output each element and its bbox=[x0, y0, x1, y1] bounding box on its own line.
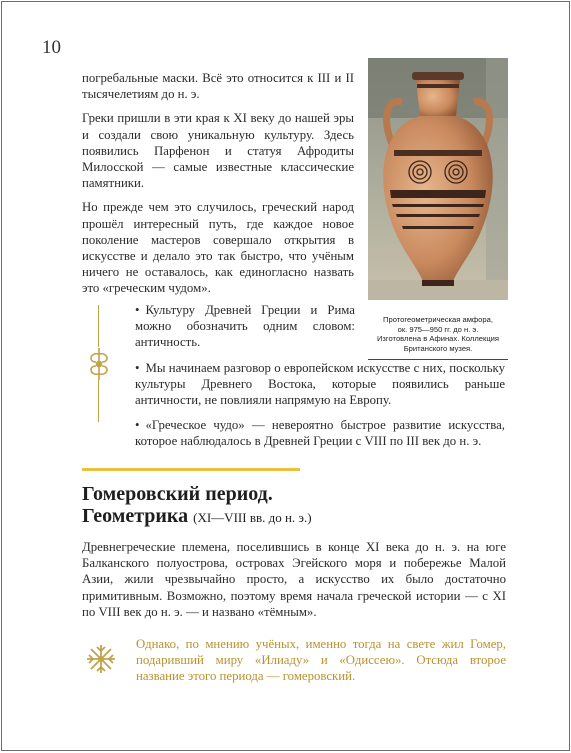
caption-line: Изготовлена в Афинах. Коллекция bbox=[376, 334, 500, 344]
caption-line: Британского музея. bbox=[403, 343, 473, 353]
ornament-line bbox=[98, 380, 99, 422]
ornament-line bbox=[98, 305, 99, 347]
caption-line: Протогеометрическая амфора, bbox=[383, 315, 493, 324]
amphora-illustration bbox=[368, 58, 508, 300]
bullet-text: «Греческое чудо» — невероятно быстрое развитие искусства, которое наблюдалось в Древней Греции с VIII по III век до н. э. bbox=[135, 418, 505, 449]
section-title-line2 bbox=[82, 505, 512, 529]
section-title-dates: (XI—VIII вв. до н. э.) bbox=[193, 510, 312, 525]
intro-column bbox=[82, 70, 354, 305]
list-item: • Культуру Древней Греции и Рима можно обозначить одним словом: античность. bbox=[135, 303, 355, 350]
book-page bbox=[1, 1, 570, 751]
page-number: 10 bbox=[42, 37, 61, 58]
highlight-quote: Однако, по мнению учёных, именно тогда на свете жил Гомер, подаривший миру «Илиаду» и «Одиссею». Отсюда второе название этого периода — гомеровский. bbox=[136, 637, 506, 684]
paragraph: погребальные маски. Всё это относится к III и II тысячелетиям до н. э. bbox=[82, 71, 354, 102]
bullet-text: Мы начинаем разговор о европейском искусстве с них, поскольку культуры Древнего Востока, которые появились раньше античности, не повлияли напрямую на Европу. bbox=[135, 360, 505, 408]
bullet-list bbox=[135, 302, 505, 459]
body-paragraph: Древнегреческие племена, поселившись в конце XI века до н. э. на юге Балканского полуострова, островах Эгейского моря и побережье Малой Азии, жили чрезвычайно просто, а искусство их было достаточно примитивным. Возможно, поэтому время начала греческой истории — с XI по VIII век до н. э. — и названо «тёмным». bbox=[82, 540, 506, 619]
bullet-text: Культуру Древней Греции и Рима можно обозначить одним словом: античность. bbox=[135, 303, 355, 350]
section-divider-bar bbox=[82, 468, 300, 471]
list-item: • Мы начинаем разговор о европейском искусстве с них, поскольку культуры Древнего Востока, которые появились раньше античности, не повлияли напрямую на Европу. bbox=[135, 360, 505, 408]
section-title-line1: Гомеровский период. bbox=[82, 483, 273, 505]
snowflake-ornament-icon bbox=[84, 642, 118, 676]
caption-line: ок. 975—950 гг. до н. э. bbox=[397, 324, 479, 334]
paragraph: Греки пришли в эти края к XI веку до нашей эры и создали свою уникальную культуру. Здесь появились Парфенон и статуя Афродиты Милосской — самые известные классические памятники. bbox=[82, 111, 354, 191]
scroll-ornament-icon bbox=[84, 346, 114, 382]
section-title-main: Геометрика bbox=[82, 505, 189, 527]
list-item: • «Греческое чудо» — невероятно быстрое развитие искусства, которое наблюдалось в Древней Греции с VIII по III век до н. э. bbox=[135, 418, 505, 449]
amphora-photo bbox=[368, 58, 508, 300]
section-heading bbox=[82, 483, 512, 529]
paragraph: Но прежде чем это случилось, греческий народ прошёл интересный путь, где каждое новое поколение мастеров совершало открытия в искусстве и делало это так быстро, что учёным ничего не оставалось, как единогласно назвать это «греческим чудом». bbox=[82, 200, 354, 296]
